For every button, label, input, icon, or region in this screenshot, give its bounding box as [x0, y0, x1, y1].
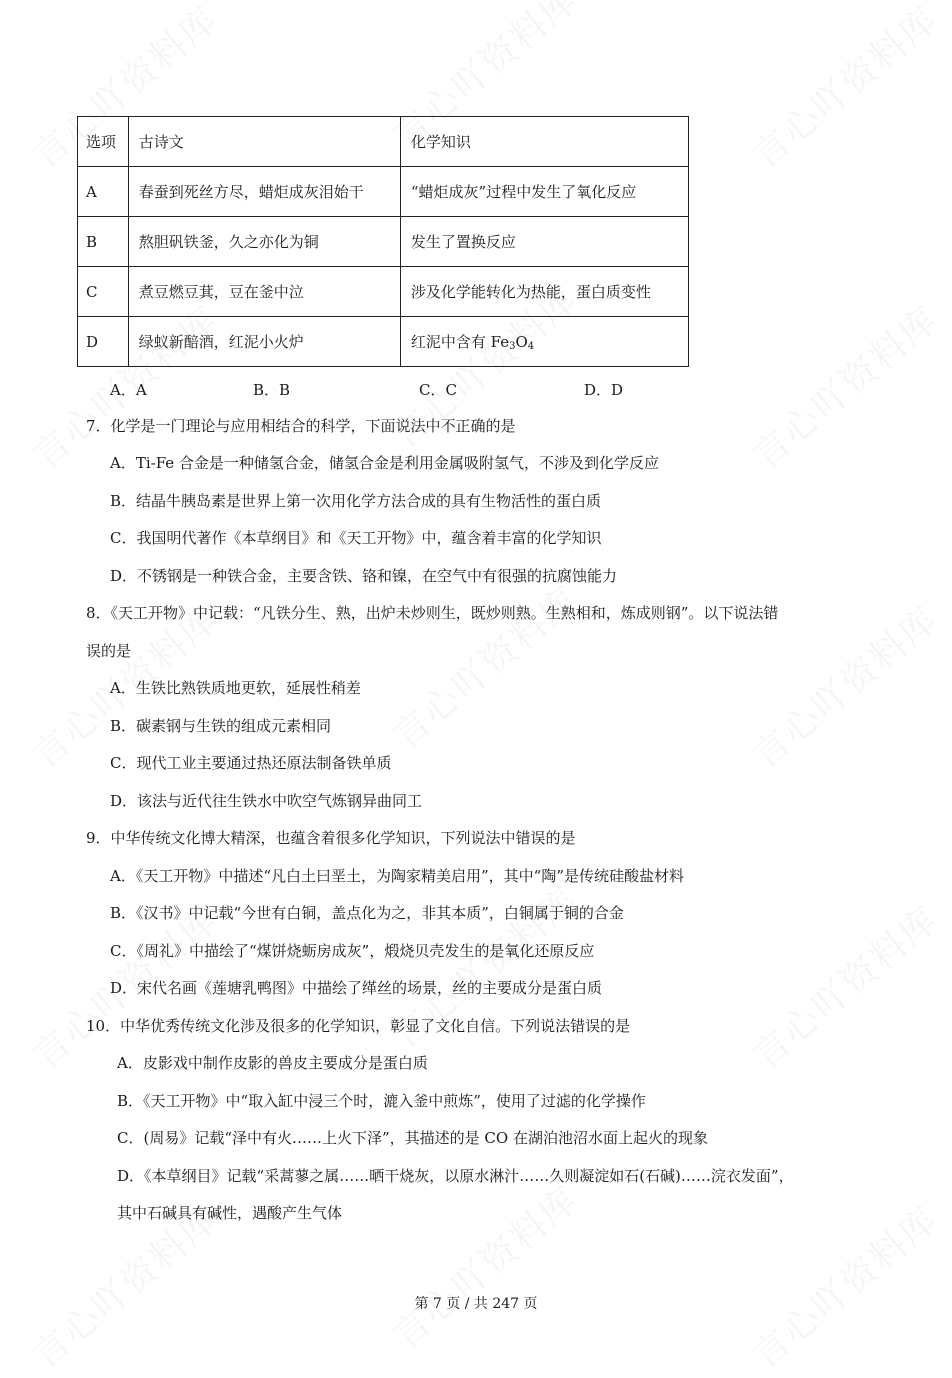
table-row — [78, 267, 689, 317]
question-10-option-a: A．皮影戏中制作皮影的兽皮主要成分是蛋白质 — [117, 1054, 428, 1072]
table-cell-option: C — [78, 267, 129, 317]
question-9-option-d: D．宋代名画《莲塘乳鸭图》中描绘了缂丝的场景，丝的主要成分是蛋白质 — [110, 979, 603, 997]
formula-prefix: 红泥中含有 Fe — [410, 333, 510, 351]
table-cell-poem: 绿蚁新醅酒，红泥小火炉 — [128, 317, 400, 367]
table-cell-knowledge — [400, 317, 688, 367]
question-10-option-d: D．《本草纲目》记载“采蒿蓼之属……晒干烧灰，以原水淋汁……久则凝淀如石(石碱)……浣衣发面”， — [117, 1167, 794, 1185]
question-8-stem: 8．《天工开物》中记载：“凡铁分生、熟，出炉未炒则生，既炒则熟。生熟相和，炼成则钢”。以下说法错 — [86, 604, 779, 622]
formula-subscript: 3 — [509, 341, 516, 352]
question-9-option-b: B．《汉书》中记载“今世有白铜，盖点化为之，非其本质”，白铜属于铜的合金 — [110, 904, 624, 922]
table-cell-option: D — [78, 317, 129, 367]
choice-c: C．C — [419, 381, 457, 399]
table-header-cell: 选项 — [78, 117, 129, 167]
table-cell-knowledge: 涉及化学能转化为热能，蛋白质变性 — [400, 267, 688, 317]
formula-subscript: 4 — [527, 341, 535, 352]
table-cell-poem: 煮豆燃豆萁，豆在釜中泣 — [128, 267, 400, 317]
table-header-row — [78, 117, 689, 167]
question-6-table — [77, 116, 689, 367]
table-cell-option: A — [78, 167, 129, 217]
question-7-option-a: A．Ti-Fe 合金是一种储氢合金，储氢合金是利用金属吸附氢气，不涉及到化学反应 — [110, 454, 659, 472]
table-row — [78, 167, 689, 217]
question-9-stem: 9．中华传统文化博大精深，也蕴含着很多化学知识，下列说法中错误的是 — [86, 829, 576, 847]
choice-a: A．A — [110, 381, 147, 399]
page-number-footer: 第 7 页 / 共 247 页 — [414, 1296, 538, 1312]
question-8-option-b: B．碳素钢与生铁的组成元素相同 — [110, 717, 332, 735]
table-cell-poem: 春蚕到死丝方尽，蜡炬成灰泪始干 — [128, 167, 400, 217]
table-header-cell: 古诗文 — [128, 117, 400, 167]
table-cell-poem: 熬胆矾铁釜，久之亦化为铜 — [128, 217, 400, 267]
question-9-option-c: C．《周礼》中描绘了“煤饼烧蛎房成灰”，煅烧贝壳发生的是氧化还原反应 — [110, 942, 595, 960]
question-7-option-b: B．结晶牛胰岛素是世界上第一次用化学方法合成的具有生物活性的蛋白质 — [110, 492, 602, 510]
question-10-option-b: B．《天工开物》中“取入缸中浸三个时，漉入釜中煎炼”，使用了过滤的化学操作 — [117, 1092, 646, 1110]
table-row — [78, 317, 689, 367]
question-9-option-a: A．《天工开物》中描述“凡白土曰垩土，为陶家精美启用”，其中“陶”是传统硅酸盐材料 — [110, 867, 685, 885]
question-8-stem-continued: 误的是 — [86, 642, 132, 660]
question-6-choices — [110, 379, 810, 399]
table-cell-knowledge: “蜡炬成灰”过程中发生了氧化反应 — [400, 167, 688, 217]
table-header-cell: 化学知识 — [400, 117, 688, 167]
question-7-stem: 7．化学是一门理论与应用相结合的科学，下面说法中不正确的是 — [86, 417, 516, 435]
question-8-option-d: D．该法与近代往生铁水中吹空气炼钢异曲同工 — [110, 792, 423, 810]
question-10-stem: 10．中华优秀传统文化涉及很多的化学知识，彰显了文化自信。下列说法错误的是 — [86, 1017, 631, 1035]
question-8-option-a: A．生铁比熟铁质地更软，延展性稍差 — [110, 679, 361, 697]
question-7-option-c: C．我国明代著作《本草纲目》和《天工开物》中，蕴含着丰富的化学知识 — [110, 529, 602, 547]
choice-d: D．D — [584, 381, 624, 399]
table-cell-option: B — [78, 217, 129, 267]
question-10-option-d-continued: 其中石碱具有碱性，遇酸产生气体 — [117, 1204, 343, 1222]
question-10-option-c: C．(周易》记载“泽中有火……上火下泽”，其描述的是 CO 在湖泊池沼水面上起火的现象 — [117, 1129, 708, 1147]
question-8-option-c: C．现代工业主要通过热还原法制备铁单质 — [110, 754, 392, 772]
choice-b: B．B — [253, 381, 291, 399]
question-7-option-d: D．不锈钢是一种铁合金，主要含铁、铬和镍，在空气中有很强的抗腐蚀能力 — [110, 567, 618, 585]
table-row — [78, 217, 689, 267]
table-cell-knowledge: 发生了置换反应 — [400, 217, 688, 267]
formula-mid: O — [515, 333, 528, 351]
